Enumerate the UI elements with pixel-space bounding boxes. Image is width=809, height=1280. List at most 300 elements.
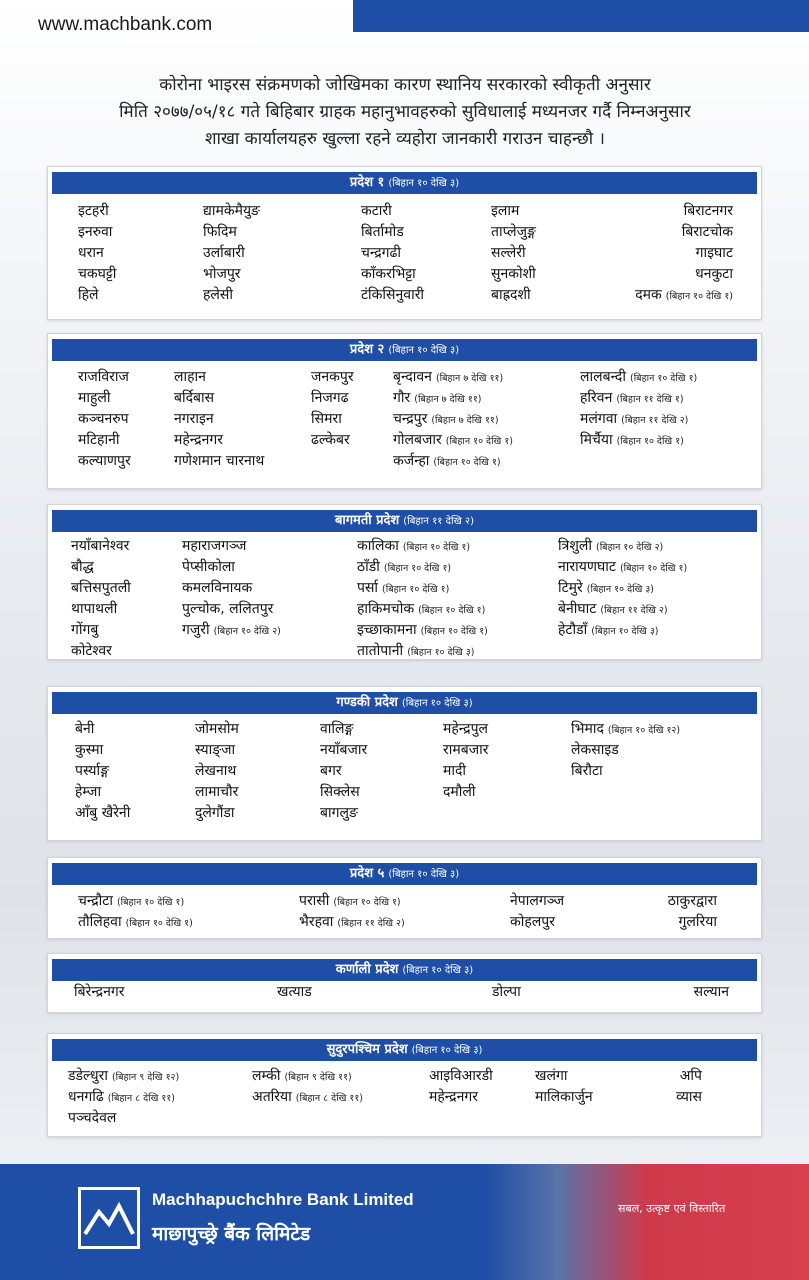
branch-name: चकघट्टी bbox=[78, 266, 117, 282]
branch-item bbox=[558, 599, 687, 620]
branch-item bbox=[694, 982, 729, 1003]
branch-hours: (बिहान ८ देखि ११) bbox=[107, 1093, 176, 1104]
branch-name: महेन्द्रनगर bbox=[429, 1089, 478, 1105]
branch-item bbox=[393, 388, 513, 409]
branch-name: महाराजगञ्ज bbox=[182, 538, 247, 554]
branch-item bbox=[71, 599, 131, 620]
branch-name: पेप्सीकोला bbox=[182, 559, 235, 575]
branch-name: बृन्दावन bbox=[393, 369, 432, 385]
province-panel bbox=[47, 857, 762, 939]
branch-column bbox=[635, 201, 733, 306]
branch-name: कोटेश्वर bbox=[71, 643, 112, 659]
branch-name: निजगढ bbox=[311, 390, 349, 406]
province-hours: (बिहान १० देखि ३) bbox=[388, 869, 460, 880]
branch-column bbox=[174, 367, 264, 472]
branch-name: फिदिम bbox=[203, 224, 237, 240]
branch-column bbox=[320, 719, 367, 824]
branch-item bbox=[429, 1066, 493, 1087]
branch-item bbox=[78, 388, 131, 409]
branch-name: थापाथली bbox=[71, 601, 118, 617]
province-title: प्रदेश २ bbox=[349, 342, 385, 357]
branch-name: बागलुङ bbox=[320, 805, 358, 821]
branch-item bbox=[571, 719, 680, 740]
branch-column bbox=[668, 891, 717, 933]
province-header bbox=[52, 692, 757, 714]
branch-column bbox=[78, 201, 116, 306]
branch-item bbox=[78, 264, 116, 285]
branch-name: डोल्पा bbox=[492, 984, 521, 1000]
branch-name: कर्जन्हा bbox=[393, 453, 430, 469]
branch-item bbox=[182, 599, 281, 620]
branch-column bbox=[252, 1066, 363, 1108]
branch-name: बर्दिबास bbox=[174, 390, 215, 406]
branch-item bbox=[361, 201, 424, 222]
branch-name: त्रिशुली bbox=[558, 538, 592, 554]
branch-hours: (बिहान १० देखि १) bbox=[445, 436, 513, 447]
branch-name: गणेशमान चारनाथ bbox=[174, 453, 265, 469]
branch-item bbox=[676, 1087, 702, 1108]
branch-name: माहुली bbox=[78, 390, 111, 406]
branch-hours: (बिहान ९ देखि ११) bbox=[284, 1072, 352, 1083]
branch-name: लम्की bbox=[252, 1068, 281, 1084]
branch-name: नारायणघाट bbox=[558, 559, 616, 575]
branch-name: राजविराज bbox=[78, 369, 129, 385]
branch-name: भिमाद bbox=[571, 721, 604, 737]
branch-column bbox=[676, 1066, 702, 1108]
branch-name: ताप्लेजुङ्ग bbox=[491, 224, 536, 240]
branch-item bbox=[535, 1087, 593, 1108]
branch-name: हाकिमचोक bbox=[357, 601, 415, 617]
branch-name: भोजपुर bbox=[203, 266, 241, 282]
branch-item bbox=[558, 557, 687, 578]
branch-item bbox=[311, 430, 354, 451]
branch-name: कल्याणपुर bbox=[78, 453, 131, 469]
branch-name: इटहरी bbox=[78, 203, 109, 219]
branch-item bbox=[443, 761, 488, 782]
branch-item bbox=[429, 1087, 493, 1108]
footer-banner bbox=[0, 1164, 809, 1280]
province-panel bbox=[47, 166, 762, 320]
branch-column bbox=[571, 719, 680, 782]
province-header bbox=[52, 863, 757, 885]
branch-hours: (बिहान १० देखि १) bbox=[420, 626, 488, 637]
branch-name: द्यामकेमैयुङ bbox=[203, 203, 260, 219]
branch-item bbox=[668, 891, 717, 912]
branch-column bbox=[182, 536, 281, 641]
branch-hours: (बिहान १० देखि ३) bbox=[407, 647, 475, 658]
province-hours: (बिहान १० देखि ३) bbox=[402, 965, 474, 976]
province-header bbox=[52, 510, 757, 532]
branch-column bbox=[75, 719, 130, 824]
branch-name: कञ्चनरुप bbox=[78, 411, 129, 427]
branch-name: हेम्जा bbox=[75, 784, 102, 800]
branch-name: सिक्लेस bbox=[320, 784, 360, 800]
branch-name: बिरौटा bbox=[571, 763, 603, 779]
branch-name: मादी bbox=[443, 763, 467, 779]
branch-item bbox=[174, 409, 264, 430]
branch-hours: (बिहान १० देखि २) bbox=[596, 542, 664, 553]
branch-item bbox=[71, 536, 131, 557]
branch-item bbox=[75, 782, 130, 803]
branch-hours: (बिहान १० देखि ३) bbox=[591, 626, 659, 637]
branch-hours: (बिहान ७ देखि ११) bbox=[435, 373, 504, 384]
branch-item bbox=[535, 1066, 593, 1087]
branch-item bbox=[311, 367, 354, 388]
branch-column bbox=[443, 719, 488, 803]
branch-hours: (बिहान १० देखि १) bbox=[619, 563, 688, 574]
branch-hours: (बिहान १० देखि २) bbox=[213, 626, 281, 637]
branch-item bbox=[311, 388, 354, 409]
branch-item bbox=[71, 641, 131, 662]
branch-item bbox=[195, 740, 239, 761]
branch-column bbox=[492, 982, 521, 1003]
branch-item bbox=[571, 740, 680, 761]
branch-name: लेकसाइड bbox=[571, 742, 619, 758]
branch-item bbox=[252, 1087, 363, 1108]
province-panel bbox=[47, 953, 762, 1013]
province-panel bbox=[47, 686, 762, 841]
province-header bbox=[52, 172, 757, 194]
branch-item bbox=[668, 912, 717, 933]
province-hours: (बिहान १० देखि ३) bbox=[401, 698, 473, 709]
branch-item bbox=[71, 578, 131, 599]
branch-name: इच्छाकामना bbox=[357, 622, 417, 638]
branch-hours: (बिहान ११ देखि २) bbox=[600, 605, 668, 616]
branch-name: हलेसी bbox=[203, 287, 234, 303]
branch-item bbox=[78, 201, 116, 222]
province-header bbox=[52, 959, 757, 981]
branch-hours: (बिहान ११ देखि १) bbox=[616, 394, 684, 405]
branch-item bbox=[491, 264, 536, 285]
branch-name: लामाचौर bbox=[195, 784, 239, 800]
branch-item bbox=[75, 719, 130, 740]
branch-item bbox=[74, 982, 124, 1003]
branch-column bbox=[203, 201, 260, 306]
branch-column bbox=[311, 367, 354, 451]
branch-item bbox=[361, 243, 424, 264]
branch-item bbox=[174, 451, 264, 472]
branch-name: आइविआरडी bbox=[429, 1068, 493, 1084]
branch-name: चन्द्रपुर bbox=[393, 411, 428, 427]
branch-item bbox=[203, 264, 260, 285]
branch-item bbox=[676, 1066, 702, 1087]
branch-column bbox=[361, 201, 424, 306]
branch-name: गजुरी bbox=[182, 622, 210, 638]
branch-item bbox=[393, 409, 513, 430]
branch-item bbox=[78, 451, 131, 472]
branch-item bbox=[492, 982, 521, 1003]
branch-name: तौलिहवा bbox=[78, 914, 122, 930]
branch-item bbox=[277, 982, 312, 1003]
branch-item bbox=[75, 761, 130, 782]
province-panel bbox=[47, 1033, 762, 1137]
province-header bbox=[52, 1039, 757, 1061]
bank-name-nepali: माछापुच्छ्रे बैंक लिमिटेड bbox=[152, 1223, 311, 1245]
branch-item bbox=[361, 285, 424, 306]
branch-item bbox=[491, 222, 536, 243]
branch-item bbox=[357, 557, 488, 578]
bank-logo-icon bbox=[78, 1187, 140, 1249]
branch-hours: (बिहान ८ देखि ११) bbox=[295, 1093, 364, 1104]
branch-item bbox=[320, 719, 367, 740]
branch-name: कमलविनायक bbox=[182, 580, 253, 596]
branch-hours: (बिहान १० देखि ३) bbox=[586, 584, 655, 595]
branch-item bbox=[491, 285, 536, 306]
province-title: बागमती प्रदेश bbox=[334, 513, 400, 528]
branch-name: लेखनाथ bbox=[195, 763, 237, 779]
branch-name: गोंगबु bbox=[71, 622, 99, 638]
branch-hours: (बिहान १० देखि १) bbox=[418, 605, 486, 616]
branch-item bbox=[182, 620, 281, 641]
branch-hours: (बिहान १० देखि १) bbox=[116, 897, 185, 908]
branch-column bbox=[393, 367, 513, 472]
branch-hours: (बिहान ७ देखि ११) bbox=[414, 394, 482, 405]
branch-column bbox=[299, 891, 405, 933]
branch-name: बिराटचोक bbox=[681, 224, 733, 240]
branch-item bbox=[558, 620, 687, 641]
branch-item bbox=[78, 222, 116, 243]
branch-name: डडेल्धुरा bbox=[68, 1068, 108, 1084]
branch-name: दमक bbox=[635, 287, 662, 303]
branch-item bbox=[320, 803, 367, 824]
branch-name: बिर्तामोड bbox=[361, 224, 404, 240]
intro-line: शाखा कार्यालयहरु खुल्ला रहने व्यहोरा जानकारी गराउन चाहन्छौ । bbox=[205, 129, 605, 149]
branch-name: धनकुटा bbox=[695, 266, 733, 282]
branch-name: कुस्मा bbox=[75, 742, 104, 758]
branch-name: धनगढि bbox=[68, 1089, 104, 1105]
branch-hours: (बिहान ७ देखि ११) bbox=[431, 415, 499, 426]
branch-name: नेपालगञ्ज bbox=[510, 893, 565, 909]
branch-column bbox=[510, 891, 564, 933]
branch-item bbox=[311, 409, 354, 430]
branch-name: महेन्द्रपुल bbox=[443, 721, 489, 737]
branch-column bbox=[357, 536, 488, 662]
branch-item bbox=[203, 243, 260, 264]
branch-name: कोहलपुर bbox=[510, 914, 555, 930]
branch-name: आँबु खैरेनी bbox=[75, 805, 131, 821]
branch-item bbox=[174, 388, 264, 409]
branch-item bbox=[252, 1066, 363, 1087]
province-title: प्रदेश १ bbox=[349, 175, 385, 190]
branch-name: मटिहानी bbox=[78, 432, 120, 448]
bank-tagline: सबल, उत्कृष्ट एवं विस्तारित bbox=[618, 1202, 726, 1215]
branch-item bbox=[78, 367, 131, 388]
branch-item bbox=[174, 367, 264, 388]
branch-name: गोलबजार bbox=[393, 432, 442, 448]
branch-item bbox=[182, 578, 281, 599]
branch-column bbox=[78, 891, 193, 933]
branch-item bbox=[320, 740, 367, 761]
branch-name: अपि bbox=[679, 1068, 702, 1084]
branch-item bbox=[510, 912, 564, 933]
branch-hours: (बिहान ९ देखि १२) bbox=[111, 1072, 180, 1083]
branch-name: चन्द्रौटा bbox=[78, 893, 113, 909]
branch-item bbox=[393, 430, 513, 451]
branch-name: खलंगा bbox=[535, 1068, 568, 1084]
branch-hours: (बिहान १० देखि १) bbox=[630, 373, 698, 384]
branch-hours: (बिहान १० देखि १) bbox=[383, 563, 452, 574]
branch-item bbox=[71, 620, 131, 641]
branch-item bbox=[203, 222, 260, 243]
branch-column bbox=[535, 1066, 593, 1108]
branch-name: चन्द्रगढी bbox=[361, 245, 402, 261]
branch-name: पर्सा bbox=[357, 580, 379, 596]
branch-column bbox=[429, 1066, 493, 1108]
branch-item bbox=[580, 409, 697, 430]
branch-name: परासी bbox=[299, 893, 330, 909]
branch-name: जनकपुर bbox=[311, 369, 354, 385]
branch-item bbox=[68, 1066, 179, 1087]
branch-item bbox=[443, 740, 488, 761]
branch-name: बत्तिसपुतली bbox=[71, 580, 131, 596]
branch-column bbox=[694, 982, 729, 1003]
branch-name: मालिकार्जुन bbox=[535, 1089, 593, 1105]
branch-item bbox=[635, 201, 733, 222]
branch-name: तातोपानी bbox=[357, 643, 404, 659]
province-title: प्रदेश ५ bbox=[349, 866, 385, 881]
branch-column bbox=[74, 982, 124, 1003]
branch-item bbox=[443, 719, 488, 740]
bank-name-english: Machhapuchchhre Bank Limited bbox=[152, 1190, 414, 1209]
branch-item bbox=[357, 599, 488, 620]
branch-item bbox=[635, 264, 733, 285]
branch-item bbox=[393, 451, 513, 472]
branch-name: लालबन्दी bbox=[580, 369, 626, 385]
branch-item bbox=[71, 557, 131, 578]
branch-item bbox=[78, 243, 116, 264]
branch-item bbox=[75, 740, 130, 761]
branch-column bbox=[68, 1066, 179, 1129]
branch-name: महेन्द्रनगर bbox=[174, 432, 223, 448]
branch-hours: (बिहान ११ देखि २) bbox=[337, 918, 405, 929]
branch-name: नगराइन bbox=[174, 411, 214, 427]
website-url[interactable]: www.machbank.com bbox=[38, 14, 213, 35]
branch-item bbox=[357, 536, 488, 557]
branch-item bbox=[357, 620, 488, 641]
branch-hours: (बिहान १० देखि १) bbox=[402, 542, 471, 553]
branch-item bbox=[580, 430, 697, 451]
branch-item bbox=[78, 409, 131, 430]
branch-hours: (बिहान १० देखि १) bbox=[125, 918, 193, 929]
branch-column bbox=[71, 536, 131, 662]
branch-hours: (बिहान १० देखि १२) bbox=[607, 725, 681, 736]
province-header bbox=[52, 339, 757, 361]
branch-name: बौद्ध bbox=[71, 559, 94, 575]
branch-name: मलंगवा bbox=[580, 411, 618, 427]
branch-item bbox=[195, 803, 239, 824]
branch-name: नयाँबानेश्वर bbox=[71, 538, 130, 554]
branch-item bbox=[78, 430, 131, 451]
branch-hours: (बिहान १० देखि १) bbox=[382, 584, 450, 595]
province-panel bbox=[47, 333, 762, 489]
branch-item bbox=[68, 1087, 179, 1108]
branch-name: सल्लेरी bbox=[491, 245, 526, 261]
branch-item bbox=[78, 891, 193, 912]
branch-item bbox=[510, 891, 564, 912]
branch-name: ठाकुरद्वारा bbox=[667, 893, 717, 909]
branch-name: गुलरिया bbox=[678, 914, 717, 930]
province-title: कर्णाली प्रदेश bbox=[335, 962, 399, 977]
branch-name: बगर bbox=[320, 763, 342, 779]
branch-item bbox=[174, 430, 264, 451]
branch-name: अतरिया bbox=[252, 1089, 292, 1105]
branch-name: सिमरा bbox=[311, 411, 342, 427]
top-accent-bar bbox=[353, 0, 809, 32]
branch-name: बिराटनगर bbox=[683, 203, 733, 219]
province-hours: (बिहान ११ देखि २) bbox=[403, 516, 475, 527]
province-hours: (बिहान १० देखि ३) bbox=[388, 178, 460, 189]
branch-name: ठाँडी bbox=[357, 559, 380, 575]
branch-column bbox=[78, 367, 131, 472]
branch-hours: (बिहान ११ देखि २) bbox=[621, 415, 689, 426]
province-panel bbox=[47, 504, 762, 660]
branch-item bbox=[203, 201, 260, 222]
branch-name: नयाँबजार bbox=[320, 742, 368, 758]
branch-item bbox=[75, 803, 130, 824]
branch-column bbox=[558, 536, 687, 641]
branch-item bbox=[558, 536, 687, 557]
branch-hours: (बिहान १० देखि १) bbox=[433, 457, 501, 468]
branch-name: बेनी bbox=[75, 721, 95, 737]
branch-item bbox=[571, 761, 680, 782]
branch-item bbox=[558, 578, 687, 599]
branch-name: पर्स्याङ्ग bbox=[75, 763, 110, 779]
branch-item bbox=[357, 578, 488, 599]
branch-name: ढल्केबर bbox=[311, 432, 350, 448]
branch-name: जोमसोम bbox=[195, 721, 239, 737]
branch-item bbox=[393, 367, 513, 388]
province-hours: (बिहान १० देखि ३) bbox=[411, 1045, 483, 1056]
branch-name: खत्याड bbox=[277, 984, 312, 1000]
branch-item bbox=[203, 285, 260, 306]
branch-item bbox=[78, 912, 193, 933]
branch-item bbox=[320, 782, 367, 803]
branch-name: इनरुवा bbox=[78, 224, 113, 240]
branch-item bbox=[68, 1108, 179, 1129]
branch-item bbox=[580, 367, 697, 388]
branch-name: व्यास bbox=[676, 1089, 702, 1105]
branch-item bbox=[195, 719, 239, 740]
branch-name: वालिङ्ग bbox=[320, 721, 354, 737]
branch-hours: (बिहान १० देखि १) bbox=[333, 897, 401, 908]
branch-name: सुनकोशी bbox=[491, 266, 536, 282]
branch-item bbox=[299, 891, 405, 912]
branch-name: हरिवन bbox=[580, 390, 613, 406]
branch-name: उर्लाबारी bbox=[203, 245, 245, 261]
branch-name: बाह्रदशी bbox=[491, 287, 531, 303]
branch-hours: (बिहान १० देखि १) bbox=[665, 291, 733, 302]
branch-item bbox=[361, 264, 424, 285]
branch-name: बिरेन्द्रनगर bbox=[74, 984, 125, 1000]
notice-intro bbox=[40, 72, 770, 153]
branch-name: गौर bbox=[393, 390, 411, 406]
branch-name: रामबजार bbox=[443, 742, 489, 758]
branch-column bbox=[580, 367, 697, 451]
province-hours: (बिहान १० देखि ३) bbox=[388, 345, 460, 356]
branch-name: हेटौडाँ bbox=[558, 622, 588, 638]
branch-name: गाइघाट bbox=[695, 245, 733, 261]
branch-item bbox=[443, 782, 488, 803]
branch-hours: (बिहान १० देखि १) bbox=[616, 436, 684, 447]
branch-name: काँकरभिट्टा bbox=[361, 266, 416, 282]
branch-item bbox=[635, 243, 733, 264]
province-title: गण्डकी प्रदेश bbox=[336, 695, 398, 710]
branch-name: इलाम bbox=[491, 203, 520, 219]
branch-name: हिले bbox=[78, 287, 99, 303]
branch-item bbox=[580, 388, 697, 409]
branch-item bbox=[182, 536, 281, 557]
intro-line: कोरोना भाइरस संक्रमणको जोखिमका कारण स्थानिय सरकारको स्वीकृती अनुसार bbox=[159, 75, 651, 95]
